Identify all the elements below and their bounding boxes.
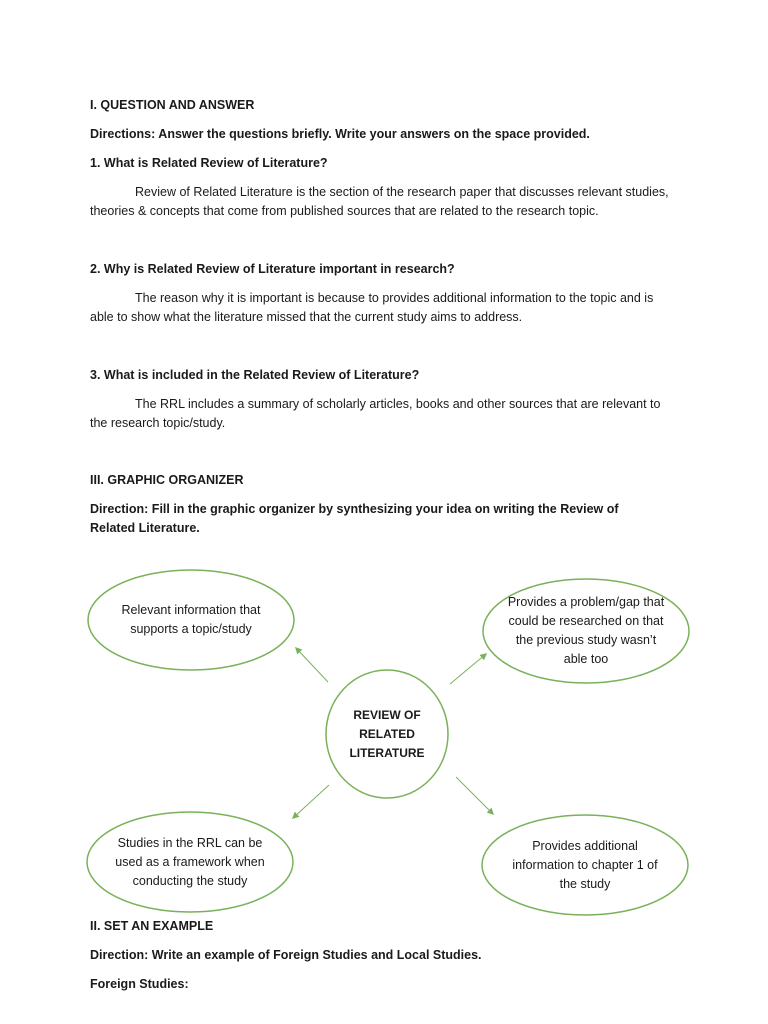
foreign-studies-label: Foreign Studies:: [90, 977, 189, 991]
answer-3: The RRL includes a summary of scholarly articles, books and other sources that are relevant to the research topic/study.: [90, 397, 661, 430]
bubble-center: [326, 670, 448, 798]
section1-heading: I. QUESTION AND ANSWER: [90, 98, 255, 112]
bubble-bottom-right-text: Provides additional information to chapter 1 of the study: [512, 838, 658, 891]
answer-1: Review of Related Literature is the section of the research paper that discusses relevant studies, theories & concepts that come from published sources that are related to the research topic.: [90, 185, 669, 218]
section3-direction: Direction: Fill in the graphic organizer by synthesizing your idea on writing the Review of Related Literature.: [90, 502, 619, 535]
bubble-center-text: REVIEW OF RELATED LITERATURE: [349, 707, 425, 760]
bubble-top-left-text: Relevant information that supports a topic/study: [121, 603, 261, 636]
bubble-bottom-right: [482, 815, 688, 915]
arrow-to-top-left: [296, 648, 328, 682]
question-2: 2. Why is Related Review of Literature important in research?: [90, 262, 455, 276]
arrow-to-bottom-left: [293, 785, 329, 818]
bubble-bottom-left-text: Studies in the RRL can be used as a framework when conducting the study: [115, 835, 265, 888]
bubble-top-right: [483, 579, 689, 683]
bubble-top-right-text: Provides a problem/gap that could be researched on that the previous study wasn’t able too: [507, 595, 665, 666]
question-1: 1. What is Related Review of Literature?: [90, 156, 328, 170]
bubble-top-left: [88, 570, 294, 670]
bubble-bottom-left: [87, 812, 293, 912]
section2-direction: Direction: Write an example of Foreign Studies and Local Studies.: [90, 948, 482, 962]
question-3: 3. What is included in the Related Review of Literature?: [90, 368, 420, 382]
arrow-to-top-right: [450, 654, 486, 684]
section2-heading: II. SET AN EXAMPLE: [90, 919, 214, 933]
section3-heading: III. GRAPHIC ORGANIZER: [90, 473, 244, 487]
section1-directions: Directions: Answer the questions briefly. Write your answers on the space provided.: [90, 127, 590, 141]
answer-2: The reason why it is important is because to provides additional information to the topic and is able to show what the literature missed that the current study aims to address.: [90, 291, 654, 324]
arrow-to-bottom-right: [456, 777, 493, 814]
